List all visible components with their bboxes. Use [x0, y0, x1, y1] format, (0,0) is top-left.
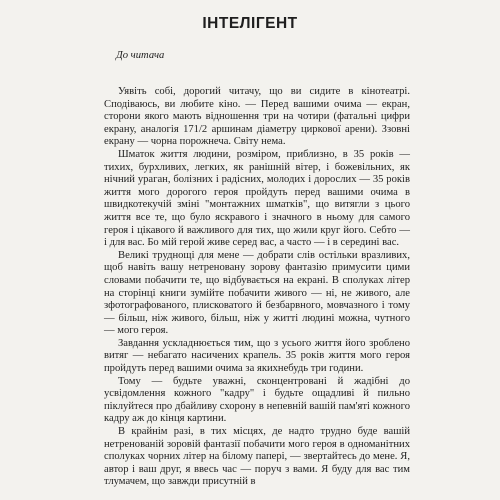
paragraph: Завдання ускладнюється тим, що з усього життя його зроблено витяг — небагато насичених крапель. 35 років життя мого героя пройдуть перед вашими очима за якихнебудь три години. — [104, 337, 410, 375]
reader-address: До читача — [116, 50, 165, 61]
paragraph: Шматок життя людини, розміром, приблизно, в 35 років — тихих, бурхливих, легких, як ранішній вітер, і божевільних, як нічний ураган, болізних і радісних, молодих і дорослих — 35 років життя мого дорогого героя пройдуть перед вашими очима в швидкотекучій зміні "монтажних шматків", що витягли з цього життя все те, що було яскравого і значного в ньому для самого героя і цікавого й важливого для тих, що жили круг його. Себто — і для вас. Бо мій герой живе серед вас, а часто — і в серединi вас. — [104, 148, 410, 249]
paragraph: Великі труднощі для мене — добрати слів остільки вразливих, щоб навіть вашу нетреновану зорову фантазію примусити цими словами побачити те, що відбувається на екрані. В сполуках літер на сторінці книги зумійте побачити живого — ні, не живого, але зфотографованого, плисковатого й безбарвного, мовчазного і тому — більш, ніж живого, більш, ніж у житті людині можна, чутного — мого героя. — [104, 249, 410, 337]
chapter-title: ІНТЕЛІГЕНТ — [202, 15, 298, 32]
paragraph: В крайнім разі, в тих місцях, де надто трудно буде вашій нетренованій зоровій фантазії побачити мого героя в одноманітних сполуках чорних літер на білому папері, — звертайтесь до мене. Я, автор і ваш друг, я ввесь час — поруч з вами. Я буду для вас тим тлумачем, що завжди присутній в — [104, 426, 410, 488]
paragraph: Тому — будьте уважні, сконцентровані й жадібні до усвідомлення кожного "кадру" і будьте ощадливі й пильно піклуйтеся про дбайливу схорону в непевній вашій пам'яті кожного кадру аж до кінця картини. — [104, 375, 410, 425]
page-body — [104, 86, 410, 489]
paragraph: Уявіть собі, дорогий читачу, що ви сидите в кінотеатрі. Сподіваюсь, ви любите кіно. — Перед вашими очима — екран, сторони якого мають відношення три на чотири (фатальні цифри екрану, аналогія 171/2 аршинам діаметру циркової арени). Ззовні екрану — чорна порожнеча. Світу нема. — [104, 86, 410, 148]
